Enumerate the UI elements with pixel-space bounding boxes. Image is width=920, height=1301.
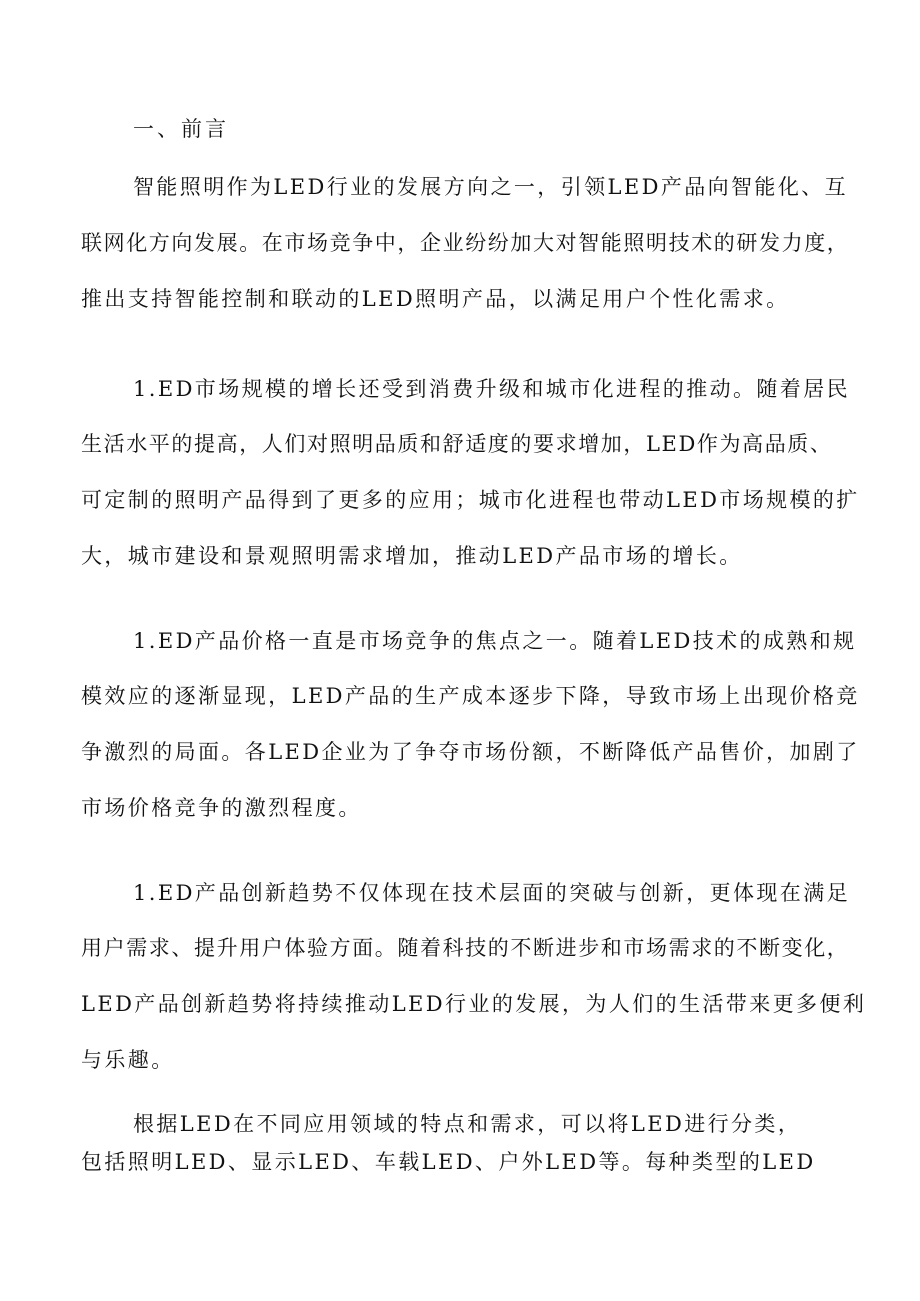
paragraph-4-line-3: LED产品创新趋势将持续推动LED行业的发展，为人们的生活带来更多便利 <box>81 992 867 1016</box>
paragraph-1-line-2: 联网化方向发展。在市场竞争中，企业纷纷加大对智能照明技术的研发力度， <box>81 231 850 255</box>
paragraph-2-line-2: 生活水平的提高，人们对照明品质和舒适度的要求增加，LED作为高品质、 <box>81 432 833 456</box>
section-heading: 一、前言 <box>133 117 229 141</box>
paragraph-2-line-1: 1.ED市场规模的增长还受到消费升级和城市化进程的推动。随着居民 <box>133 377 850 401</box>
paragraph-3-line-3: 争激烈的局面。各LED企业为了争夺市场份额，不断降低产品售价，加剧了 <box>81 740 860 764</box>
paragraph-1-line-3: 推出支持智能控制和联动的LED照明产品，以满足用户个性化需求。 <box>81 287 790 311</box>
paragraph-4-line-2: 用户需求、提升用户体验方面。随着科技的不断进步和市场需求的不断变化， <box>81 936 850 960</box>
paragraph-2-line-4: 大，城市建设和景观照明需求增加，推动LED产品市场的增长。 <box>81 544 743 568</box>
paragraph-1-line-1: 智能照明作为LED行业的发展方向之一，引领LED产品向智能化、互 <box>133 175 849 199</box>
paragraph-2-line-3: 可定制的照明产品得到了更多的应用；城市化进程也带动LED市场规模的扩 <box>81 488 860 512</box>
paragraph-3-line-1: 1.ED产品价格一直是市场竞争的焦点之一。随着LED技术的成熟和规 <box>133 629 857 653</box>
paragraph-3-line-2: 模效应的逐渐显现，LED产品的生产成本逐步下降，导致市场上出现价格竞 <box>81 684 860 708</box>
paragraph-5-line-1: 根据LED在不同应用领域的特点和需求，可以将LED进行分类， <box>133 1112 802 1136</box>
paragraph-5-line-2: 包括照明LED、显示LED、车载LED、户外LED等。每种类型的LED <box>81 1150 816 1174</box>
paragraph-4-line-1: 1.ED产品创新趋势不仅体现在技术层面的突破与创新，更体现在满足 <box>133 881 850 905</box>
paragraph-3-line-4: 市场价格竞争的激烈程度。 <box>81 796 362 820</box>
paragraph-4-line-4: 与乐趣。 <box>81 1048 175 1072</box>
